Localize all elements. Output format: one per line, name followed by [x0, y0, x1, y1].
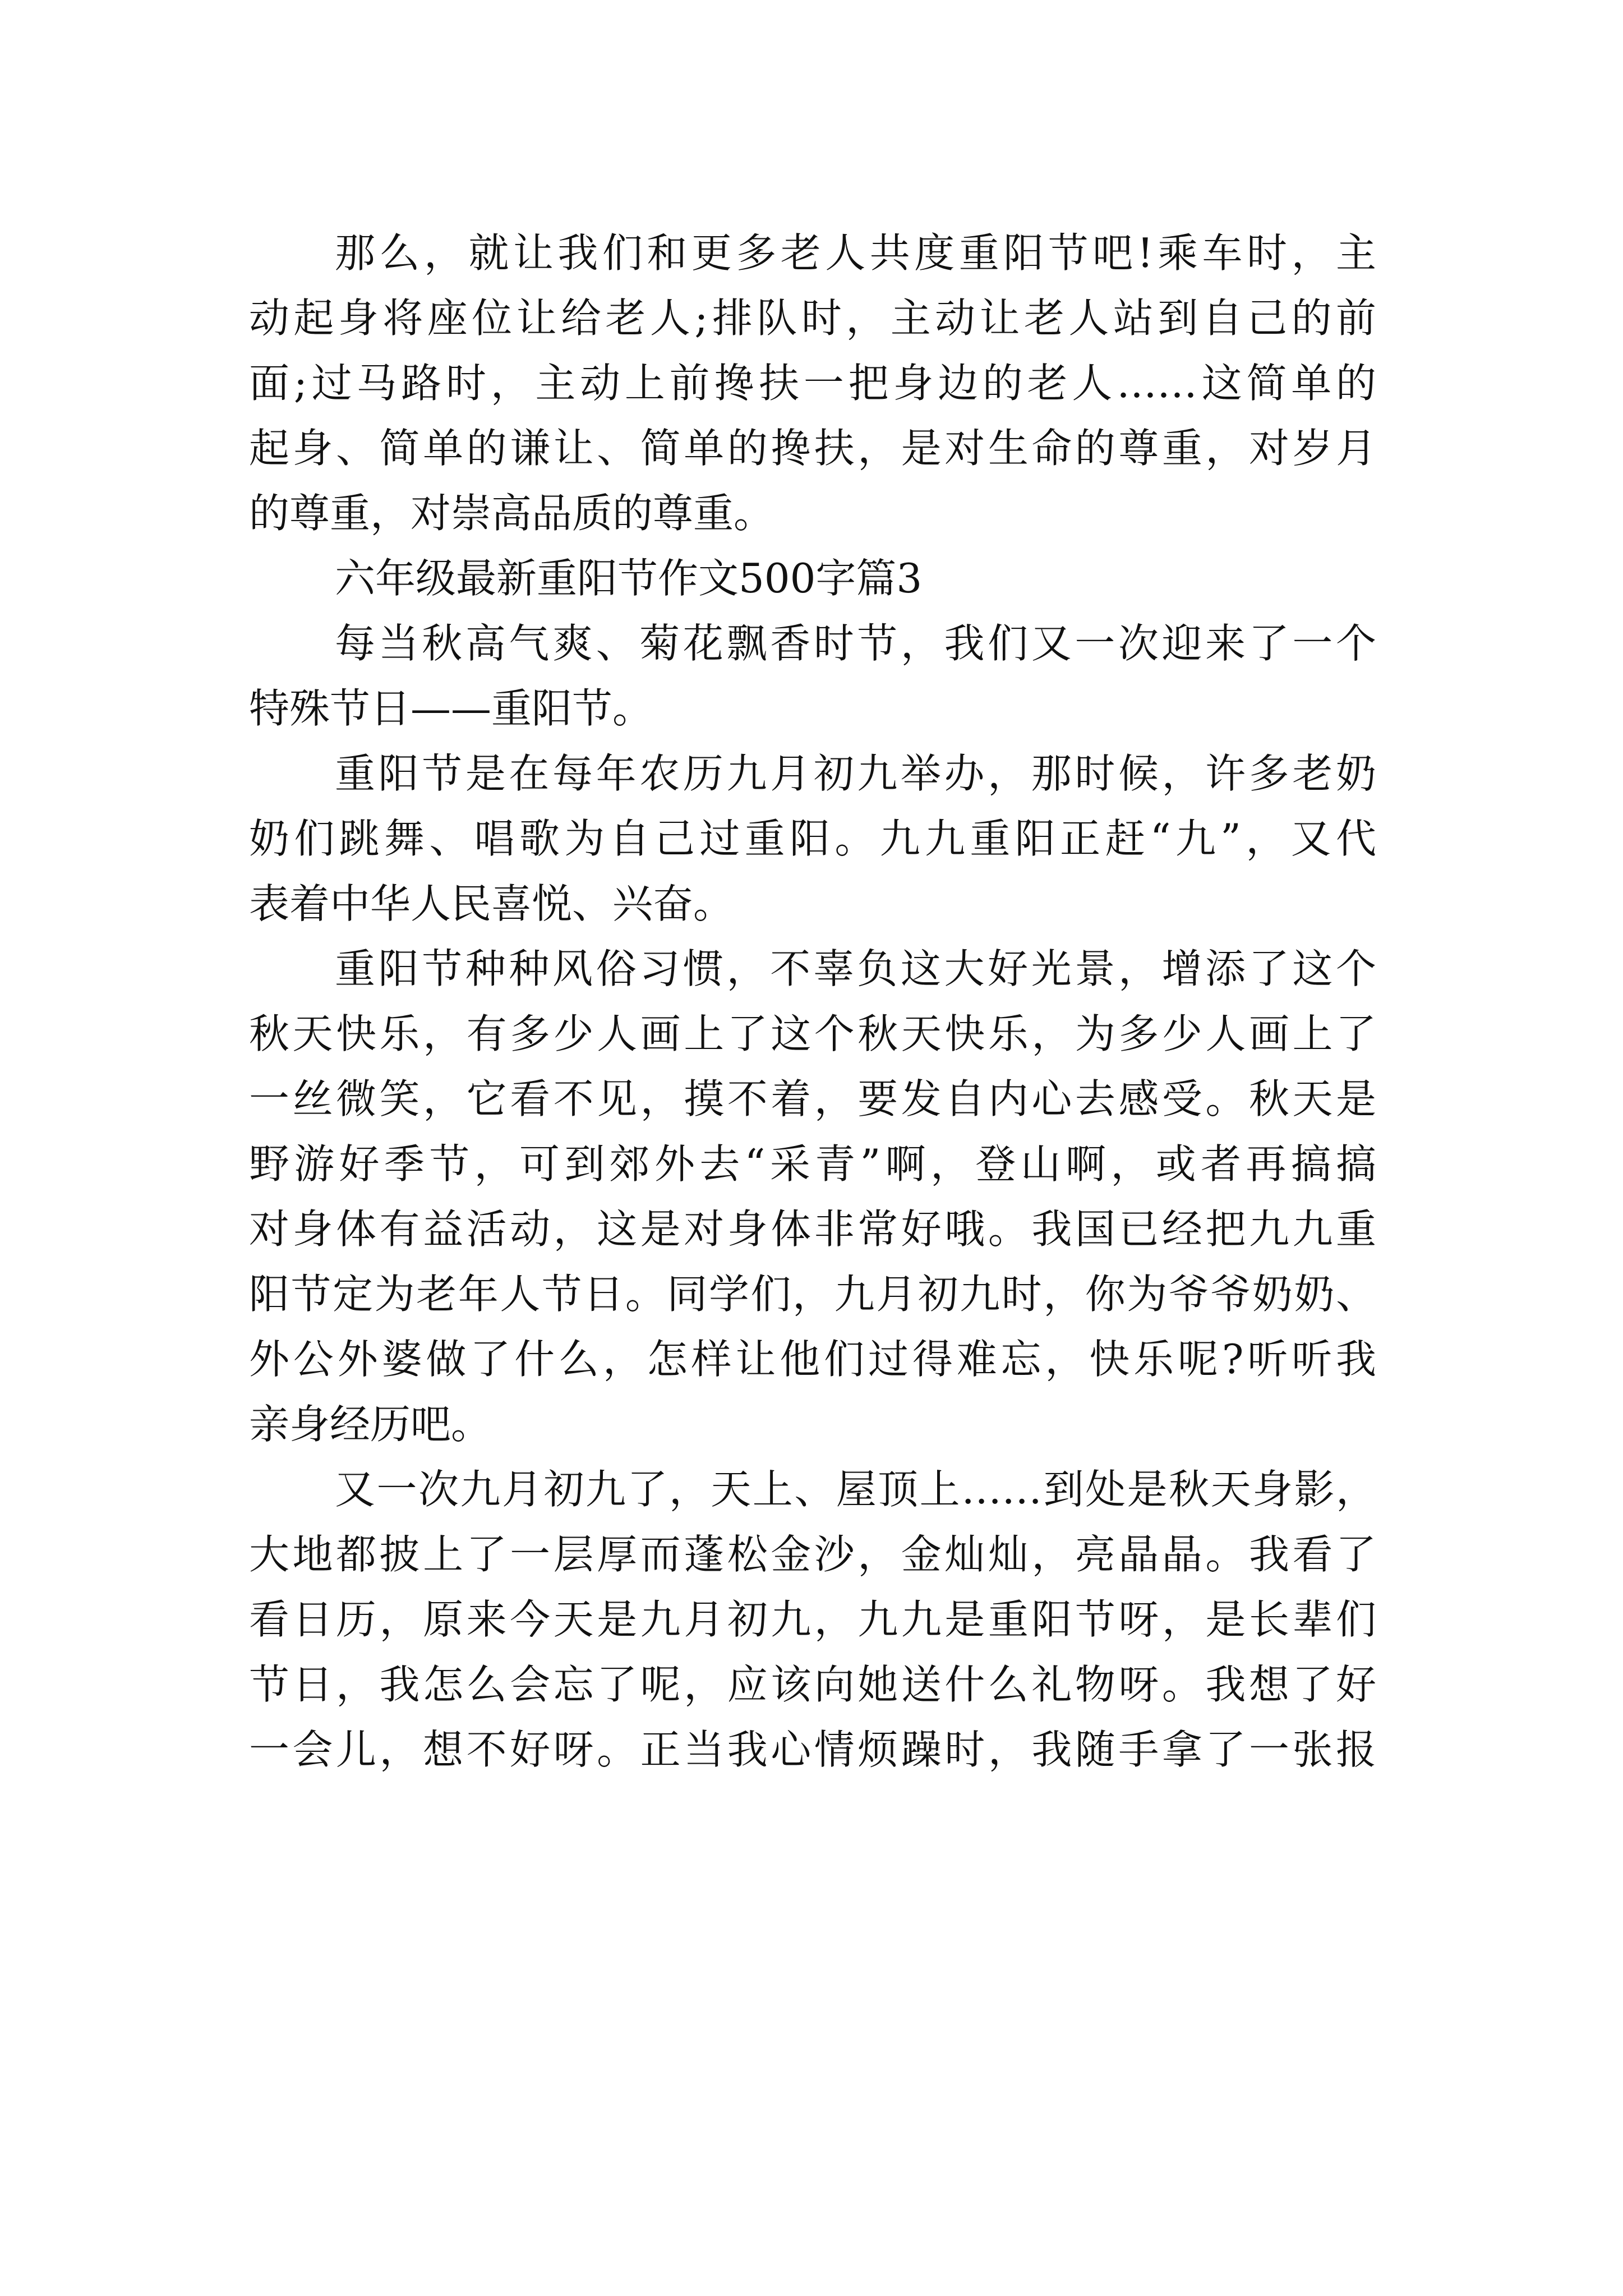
- paragraph-line: 重阳节是在每年农历九月初九举办，那时候，许多老奶: [335, 750, 1376, 797]
- paragraph-line: 看日历，原来今天是九月初九，九九是重阳节呀，是长辈们: [249, 1596, 1376, 1643]
- paragraph-line: 那么，就让我们和更多老人共度重阳节吧!乘车时，主: [335, 229, 1376, 277]
- paragraph-line: 外公外婆做了什么，怎样让他们过得难忘，快乐呢?听听我: [249, 1336, 1376, 1383]
- paragraph-line: 特殊节日——重阳节。: [249, 685, 653, 732]
- paragraph-line: 节日，我怎么会忘了呢，应该向她送什么礼物呀。我想了好: [249, 1661, 1376, 1708]
- section-heading: 六年级最新重阳节作文500字篇3: [335, 555, 923, 602]
- paragraph-line: 一会儿，想不好呀。正当我心情烦躁时，我随手拿了一张报: [249, 1726, 1376, 1773]
- paragraph-line: 一丝微笑，它看不见，摸不着，要发自内心去感受。秋天是: [249, 1075, 1376, 1122]
- paragraph-line: 重阳节种种风俗习惯，不辜负这大好光景，增添了这个: [335, 945, 1376, 992]
- paragraph-line: 对身体有益活动，这是对身体非常好哦。我国已经把九九重: [249, 1205, 1376, 1253]
- paragraph-line: 每当秋高气爽、菊花飘香时节，我们又一次迎来了一个: [335, 620, 1376, 667]
- paragraph-line: 又一次九月初九了，天上、屋顶上……到处是秋天身影，: [335, 1466, 1376, 1513]
- paragraph-line: 亲身经历吧。: [249, 1401, 492, 1448]
- paragraph-line: 奶们跳舞、唱歌为自己过重阳。九九重阳正赶“九”，又代: [249, 815, 1376, 862]
- paragraph-line: 动起身将座位让给老人;排队时，主动让老人站到自己的前: [249, 295, 1376, 342]
- paragraph-line: 起身、简单的谦让、简单的搀扶，是对生命的尊重，对岁月: [249, 425, 1376, 472]
- paragraph-line: 野游好季节，可到郊外去“采青”啊，登山啊，或者再搞搞: [249, 1140, 1376, 1188]
- paragraph-line: 大地都披上了一层厚而蓬松金沙，金灿灿，亮晶晶。我看了: [249, 1531, 1376, 1578]
- paragraph-line: 的尊重，对崇高品质的尊重。: [249, 490, 774, 537]
- paragraph-line: 面;过马路时，主动上前搀扶一把身边的老人……这简单的: [249, 360, 1376, 407]
- paragraph-line: 阳节定为老年人节日。同学们，九月初九时，你为爷爷奶奶、: [249, 1271, 1376, 1318]
- paragraph-line: 秋天快乐，有多少人画上了这个秋天快乐，为多少人画上了: [249, 1010, 1376, 1057]
- paragraph-line: 表着中华人民喜悦、兴奋。: [249, 880, 734, 927]
